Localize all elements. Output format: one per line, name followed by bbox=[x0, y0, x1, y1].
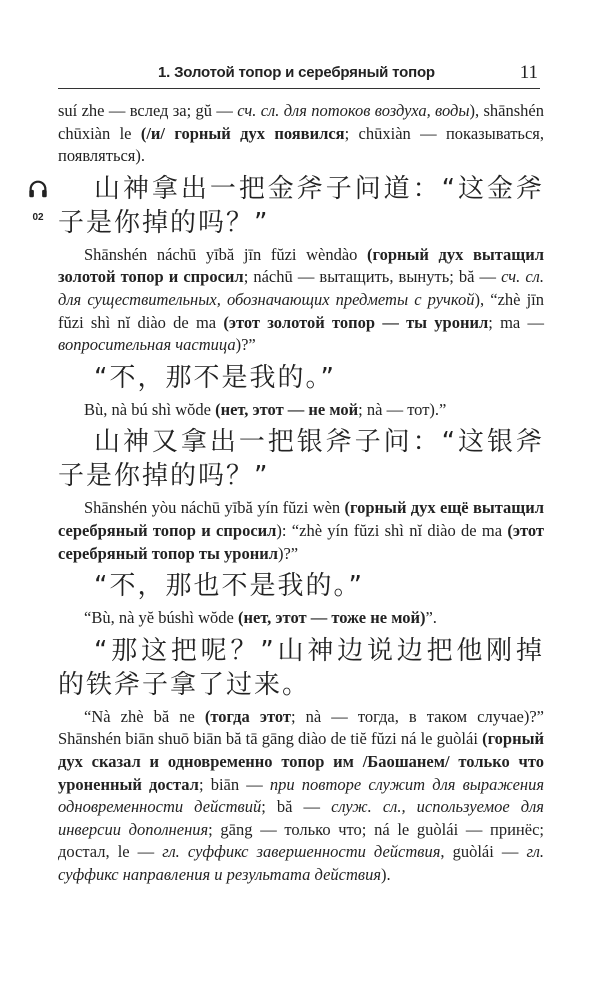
chinese-line-4-block bbox=[58, 569, 544, 603]
paragraph-3: Bù, nà bú shì wŏde (нет, этот — не мой; nà — тот).” bbox=[84, 399, 447, 419]
paragraph-6: “Nà zhè bă ne (тогда этот; nà — тогда, в таком случае)?” Shānshén biān shuō biān bă tā gāng diào de tiĕ fŭzi ná le guòlái (горный дух сказал и одновременно топор им /Баошанем/ только что уроненный достал; biān — при повторе служит для выражения одновременности действий; bă — служ. сл., используемое для инверсии дополнения; gāng — только что; ná le guòlái — принёс; достал, le — гл. суффикс завершенности действия, guòlái — гл. суффикс направления и результата действия). bbox=[58, 706, 545, 884]
chinese-sentence-5: “那这把呢？”山神边说边把他刚掉的铁斧子拿了过来。 bbox=[58, 635, 544, 700]
chinese-sentence-3: 山神又拿出一把银斧子问：“这银斧子是你掉的吗？” bbox=[58, 427, 544, 492]
running-header bbox=[58, 62, 540, 89]
chinese-sentence-1: 山神拿出一把金斧子问道：“这金斧子是你掉的吗？” bbox=[58, 173, 544, 238]
audio-track-number: 02 bbox=[32, 211, 44, 223]
chinese-line-5-block bbox=[58, 634, 544, 702]
chinese-line-2-block bbox=[58, 361, 544, 395]
page-body bbox=[32, 100, 545, 886]
audio-marker bbox=[26, 178, 50, 223]
headphones-icon bbox=[26, 178, 50, 200]
page-number: 11 bbox=[519, 62, 538, 83]
paragraph-5: “Bù, nà yĕ búshì wŏde (нет, этот — тоже не мой)”. bbox=[84, 608, 437, 628]
chinese-line-1-block bbox=[32, 172, 544, 240]
paragraph-2: Shānshén náchū yībă jīn fŭzi wèndào (горный дух вытащил золотой топор и спросил; náchū — вытащить, вынуть; bă — сч. сл. для существительных, обозначающих предметы с ручкой), “zhè jīn fŭzi shì nĭ diào de ma (этот золотой топор — ты уронил; ma — вопросительная частица)?” bbox=[58, 244, 545, 355]
chapter-title: 1. Золотой топор и серебряный топор bbox=[158, 64, 435, 81]
chinese-line-3-block bbox=[58, 425, 544, 493]
chinese-sentence-4: “不，那也不是我的。” bbox=[94, 571, 364, 602]
paragraph-4: Shānshén yòu náchū yībă yín fŭzi wèn (горный дух ещё вытащил серебряный топор и спросил): “zhè yín fŭzi shì nĭ diào de ma (этот серебряный топор ты уронил)?” bbox=[58, 498, 545, 563]
chinese-sentence-2: “不，那不是我的。” bbox=[94, 362, 336, 393]
paragraph-1: suí zhe — вслед за; gŭ — сч. сл. для потоков воздуха, воды), shānshén chūxiàn le (/и/ горный дух появился; chūxiàn — показываться, появляться). bbox=[58, 101, 545, 166]
